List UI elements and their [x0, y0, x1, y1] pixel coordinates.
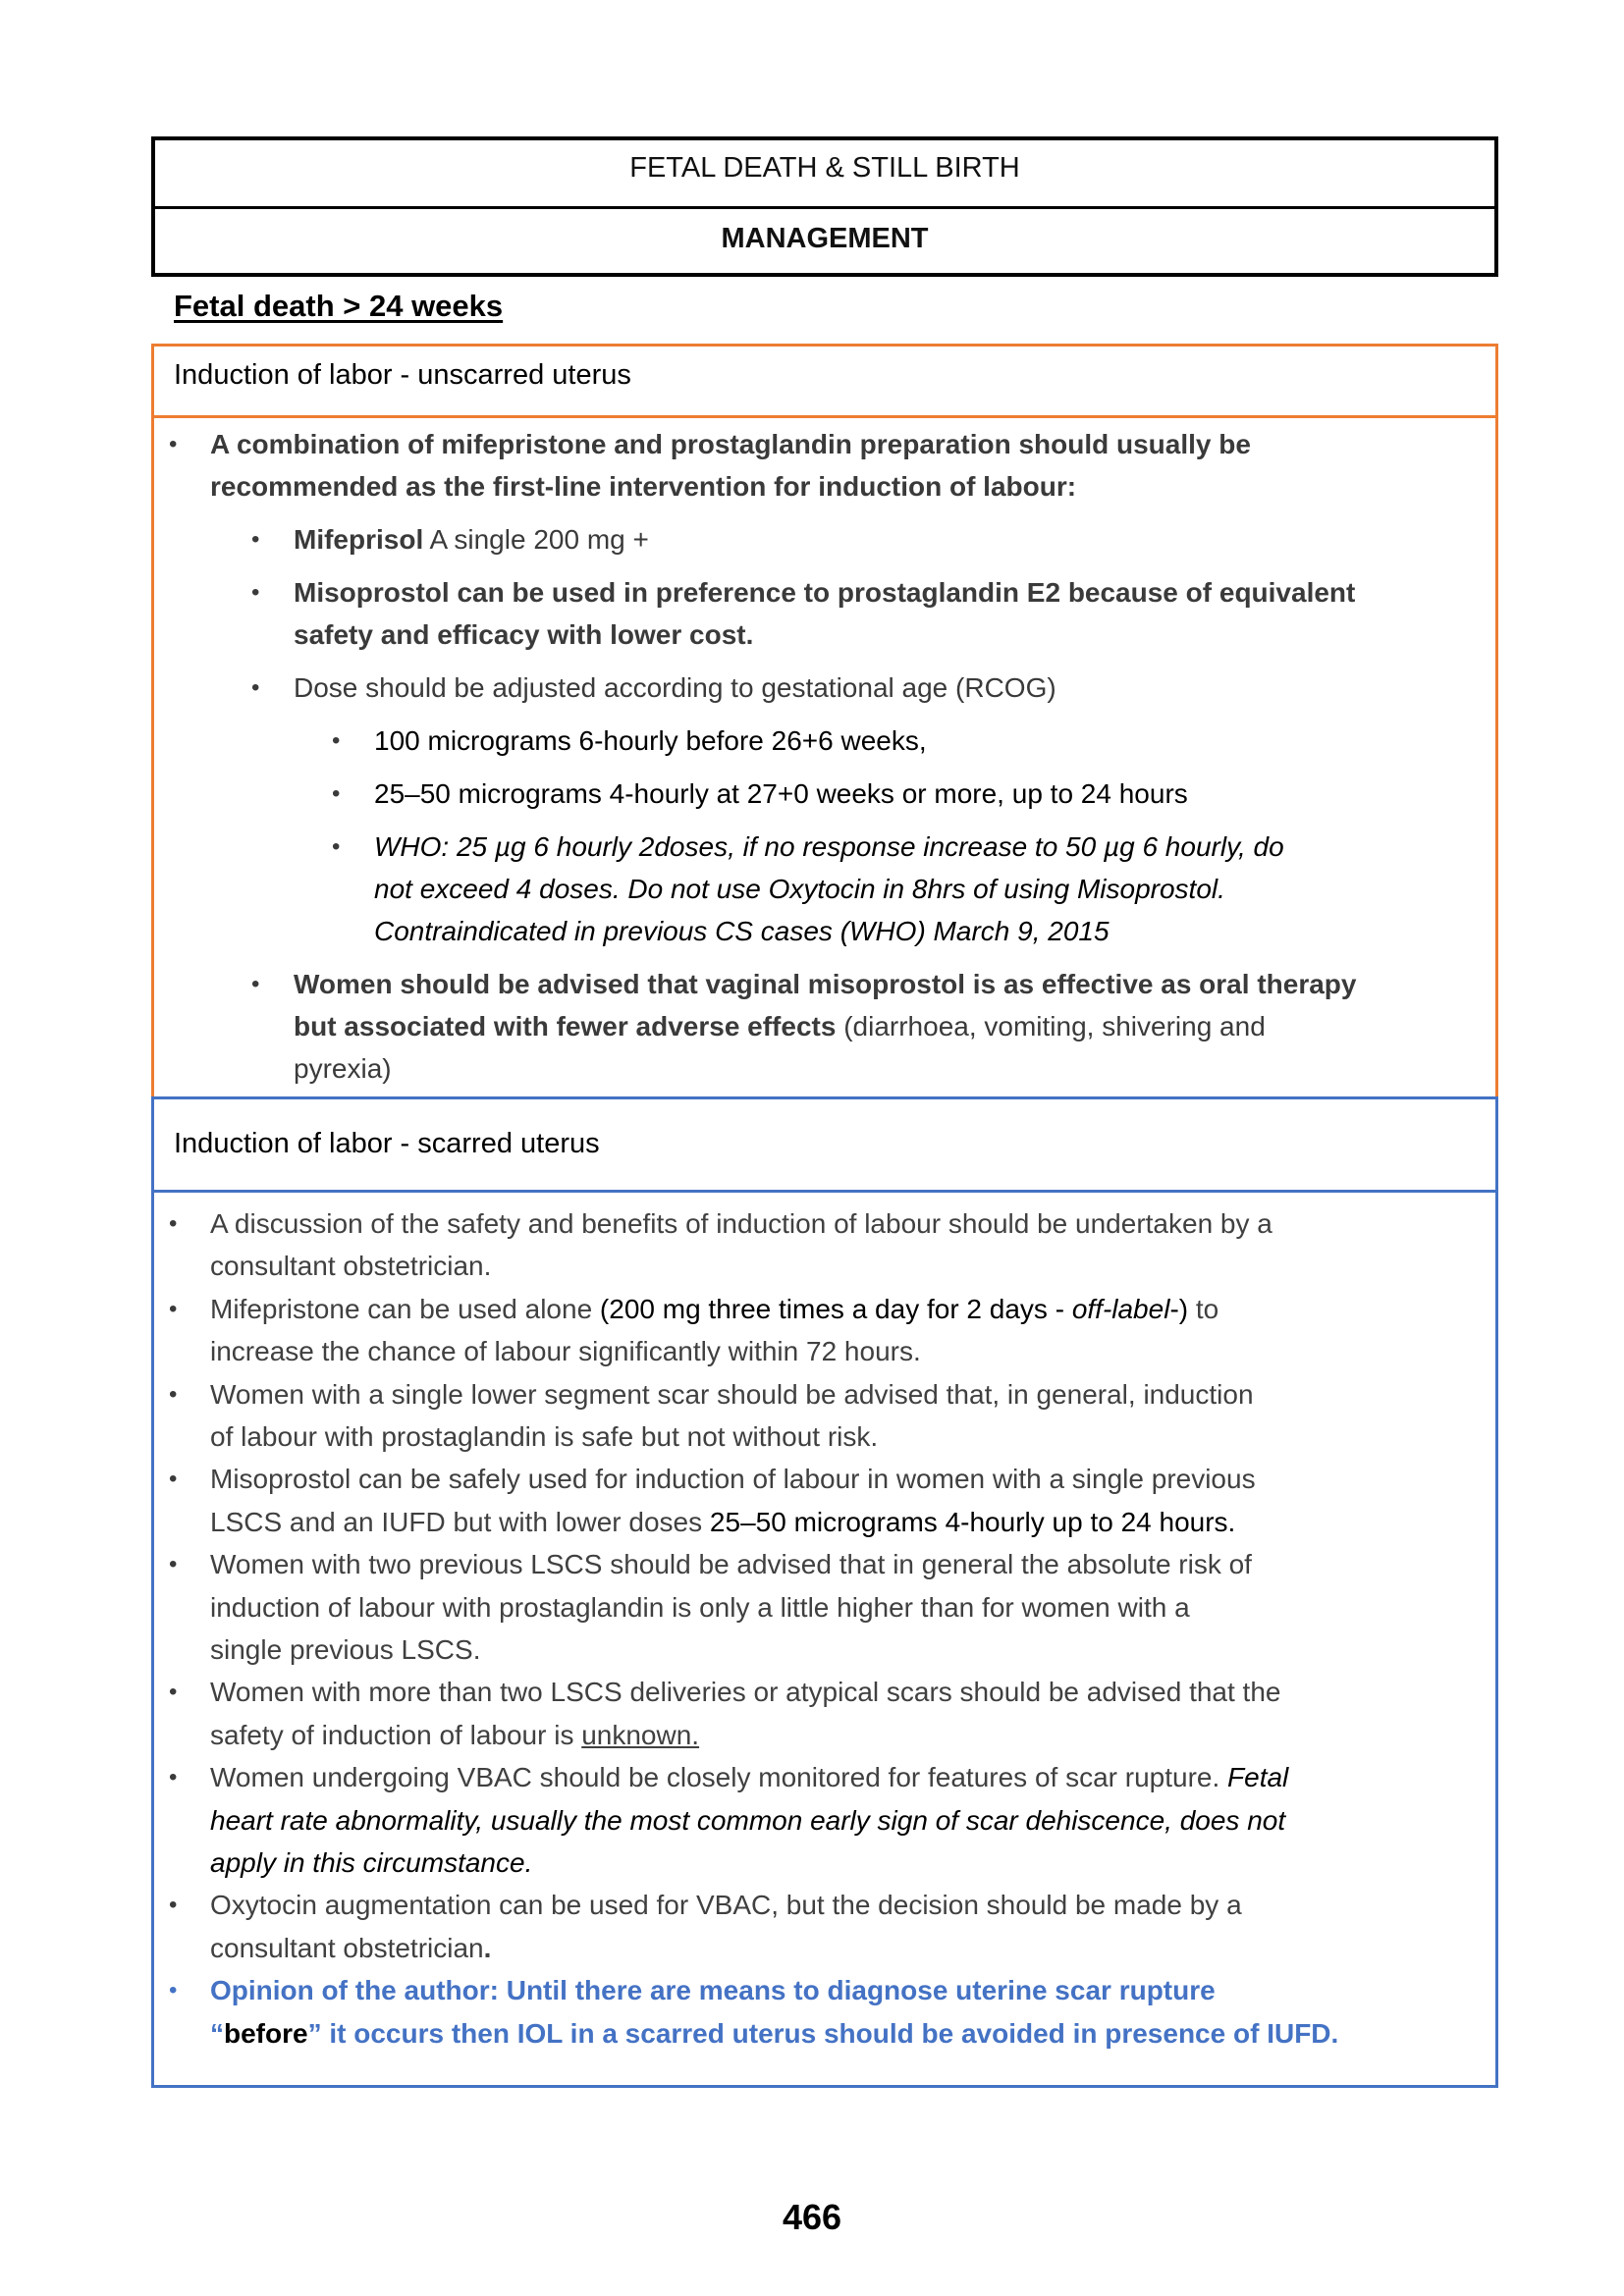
- text-segment: -): [1169, 1293, 1196, 1324]
- text-line: [210, 1547, 1252, 1582]
- text-line: [210, 1419, 878, 1455]
- text-segment: increase the chance of labour significantly within 72 hours.: [210, 1336, 921, 1367]
- bullet-icon: •: [251, 526, 260, 553]
- text-line: [294, 670, 1056, 706]
- text-line: [374, 776, 1188, 812]
- text-line: [210, 1334, 921, 1369]
- text-segment: induction of labour with prostaglandin is only a little higher than for women with a: [210, 1591, 1190, 1623]
- text-line: [210, 1377, 1254, 1413]
- text-line: [210, 427, 1251, 462]
- text-line: [374, 872, 1225, 907]
- bullet-icon: •: [169, 1551, 178, 1578]
- text-segment: not exceed 4 doses. Do not use Oxytocin in 8hrs of using Misoprostol.: [374, 874, 1225, 904]
- text-line: [210, 1973, 1216, 2008]
- text-segment: 25–50 micrograms 4-hourly at 27+0 weeks or more, up to 24 hours: [374, 778, 1188, 809]
- bullet-icon: •: [169, 1764, 178, 1791]
- text-line: [294, 617, 753, 653]
- text-segment: Women with a single lower segment scar should be advised that, in general, induction: [210, 1378, 1254, 1410]
- text-segment: A discussion of the safety and benefits of induction of labour should be undertaken by a: [210, 1208, 1272, 1239]
- text-segment: .: [483, 1932, 492, 1963]
- bullet-icon: •: [251, 971, 260, 997]
- text-segment: unknown.: [581, 1719, 700, 1750]
- section-subtitle: MANAGEMENT: [721, 223, 929, 254]
- unscarred-uterus-title: Induction of labor - unscarred uterus: [174, 359, 631, 391]
- text-line: [210, 2016, 1338, 2052]
- text-line: [210, 1505, 1235, 1540]
- bullet-icon: •: [332, 780, 341, 807]
- text-line: [210, 1760, 1288, 1795]
- bullet-icon: •: [169, 1295, 178, 1322]
- bullet-icon: •: [332, 833, 341, 860]
- text-segment: Fetal: [1227, 1762, 1289, 1793]
- text-segment: LSCS and an IUFD but with lower doses: [210, 1506, 710, 1537]
- bullet-icon: •: [169, 1977, 178, 2004]
- text-line: [210, 469, 1076, 505]
- text-line: [210, 1590, 1190, 1626]
- text-segment: (200 mg three times a day for 2 days -: [599, 1293, 1072, 1324]
- text-line: [294, 967, 1356, 1002]
- text-segment: apply in this circumstance.: [210, 1847, 533, 1878]
- text-segment: consultant obstetrician.: [210, 1251, 492, 1282]
- text-segment: Women should be advised that vaginal misoprostol is as effective as oral therapy: [294, 969, 1357, 999]
- text-segment: recommended as the first-line intervention for induction of labour:: [210, 471, 1077, 502]
- text-segment: safety of induction of labour is: [210, 1719, 582, 1750]
- text-segment: (diarrhoea, vomiting, shivering and: [836, 1011, 1266, 1041]
- text-segment: single previous LSCS.: [210, 1634, 481, 1665]
- text-line: [294, 522, 649, 558]
- title-divider: [155, 206, 1494, 209]
- text-segment: Oxytocin augmentation can be used for VBAC, but the decision should be made by a: [210, 1890, 1242, 1921]
- chapter-title: FETAL DEATH & STILL BIRTH: [629, 152, 1020, 184]
- title-table: [151, 136, 1498, 277]
- text-segment: Dose should be adjusted according to gestational age (RCOG): [294, 672, 1056, 703]
- text-line: [210, 1292, 1218, 1327]
- text-line: [210, 1249, 491, 1284]
- text-segment: A combination of mifepristone and prostaglandin preparation should usually be: [210, 429, 1251, 459]
- text-segment: A single 200 mg +: [423, 524, 649, 555]
- text-segment: pyrexia): [294, 1053, 392, 1084]
- text-segment: to: [1195, 1293, 1219, 1324]
- text-segment: off-label: [1071, 1293, 1170, 1324]
- text-segment: Contraindicated in previous CS cases (WHO) March 9, 2015: [374, 916, 1110, 946]
- text-segment: safety and efficacy with lower cost.: [294, 619, 754, 650]
- text-segment: before: [224, 2017, 308, 2049]
- text-segment: WHO: 25 µg 6 hourly 2doses, if no response increase to 50 µg 6 hourly, do: [374, 831, 1284, 862]
- bullet-icon: •: [169, 1210, 178, 1237]
- text-segment: Mifepristone can be used alone: [210, 1293, 600, 1324]
- text-line: [294, 575, 1355, 611]
- text-segment: it occurs then IOL in a scarred uterus should be avoided in presence of IUFD.: [321, 2017, 1339, 2049]
- text-line: [210, 1845, 532, 1881]
- text-line: [374, 914, 1110, 949]
- text-segment: heart rate abnormality, usually the most common early sign of scar dehiscence, does not: [210, 1804, 1286, 1836]
- text-segment: Women undergoing VBAC should be closely monitored for features of scar rupture.: [210, 1762, 1228, 1793]
- text-segment: Women with more than two LSCS deliveries or atypical scars should be advised that the: [210, 1677, 1281, 1708]
- bullet-icon: •: [169, 431, 178, 457]
- text-line: [374, 723, 927, 759]
- text-segment: Misoprostol can be safely used for induction of labour in women with a single previous: [210, 1464, 1256, 1495]
- text-line: [210, 1803, 1285, 1839]
- section-heading: Fetal death > 24 weeks: [174, 289, 504, 323]
- bullet-icon: •: [169, 1466, 178, 1493]
- text-line: [210, 1675, 1280, 1710]
- bullet-icon: •: [251, 674, 260, 701]
- text-line: [210, 1931, 491, 1966]
- text-line: [210, 1462, 1256, 1497]
- text-line: [210, 1718, 699, 1753]
- text-segment: consultant obstetrician: [210, 1932, 484, 1963]
- text-segment: 100 micrograms 6-hourly before 26+6 weeks,: [374, 725, 927, 756]
- text-segment: 25–50 micrograms 4-hourly up to 24 hours.: [709, 1506, 1236, 1537]
- text-segment: but associated with fewer adverse effects: [294, 1011, 837, 1041]
- text-segment: Women with two previous LSCS should be advised that in general the absolute risk of: [210, 1549, 1252, 1580]
- page-number: 466: [782, 2197, 842, 2237]
- unscarred-header-divider: [154, 415, 1495, 418]
- scarred-uterus-title: Induction of labor - scarred uterus: [174, 1128, 600, 1159]
- text-segment: ”: [307, 2017, 322, 2049]
- scarred-header-divider: [154, 1190, 1495, 1193]
- text-segment: “: [210, 2017, 224, 2049]
- bullet-icon: •: [169, 1380, 178, 1408]
- text-segment: Misoprostol can be used in preference to prostaglandin E2 because of equivalent: [294, 577, 1356, 608]
- bullet-icon: •: [251, 579, 260, 606]
- bullet-icon: •: [169, 1892, 178, 1919]
- bullet-icon: •: [169, 1679, 178, 1706]
- bullet-icon: •: [332, 727, 341, 754]
- text-segment: Opinion of the author: Until there are means to diagnose uterine scar rupture: [210, 1975, 1216, 2006]
- text-segment: Mifeprisol: [294, 524, 424, 555]
- text-line: [210, 1888, 1242, 1923]
- text-line: [294, 1009, 1266, 1044]
- text-line: [374, 829, 1284, 865]
- text-line: [210, 1632, 480, 1668]
- text-line: [294, 1051, 392, 1087]
- text-line: [210, 1206, 1272, 1242]
- text-segment: of labour with prostaglandin is safe but not without risk.: [210, 1421, 879, 1452]
